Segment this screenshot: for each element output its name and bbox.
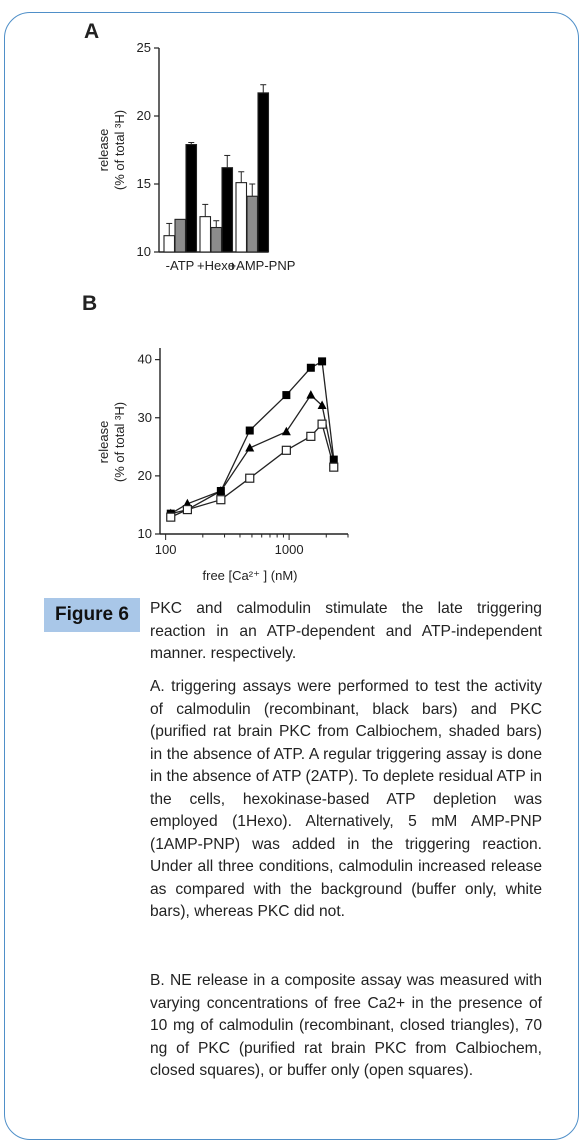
a-ytick-label: 15: [136, 176, 151, 191]
bar-white: [236, 183, 247, 252]
bar-black: [258, 93, 269, 252]
bar-shaded: [247, 196, 258, 252]
marker-closed-square: [282, 391, 290, 399]
ylabel-a-line1: release: [96, 128, 111, 172]
marker-open-square: [183, 506, 191, 514]
ylabel-b-line1: release: [96, 420, 111, 464]
bar-black: [186, 145, 197, 252]
ylabel-b-line2: (% of total ³H): [112, 401, 127, 483]
series-line-closed-triangle: [171, 395, 334, 514]
figure-label-badge: Figure 6: [44, 598, 140, 632]
xlabel-b: free [Ca²⁺ ] (nM): [202, 568, 298, 583]
bar-white: [200, 217, 211, 252]
marker-closed-triangle: [306, 390, 315, 399]
figure-caption-b: B. NE release in a composite assay was measured with varying concentrations of free Ca2+ in the presence of 10 mg of calmodulin (recombinant, closed triangles), 70 ng of PKC (purified rat brain PKC from Calbiochem, closed squares), or buffer only (open squares).: [150, 972, 542, 1079]
panel-label-b: B: [82, 292, 98, 315]
a-ytick-label: 25: [136, 40, 151, 55]
marker-open-square: [246, 474, 254, 482]
bar-black: [222, 168, 233, 252]
a-category-label: -ATP: [165, 258, 195, 273]
b-xtick-label: 100: [154, 542, 177, 557]
b-xtick-label: 1000: [274, 542, 304, 557]
figure-caption-title: PKC and calmodulin stimulate the late triggering reaction in an ATP-dependent and ATP-independent manner. respectively.: [150, 600, 542, 662]
chart-b: [0, 290, 585, 590]
bar-shaded: [211, 228, 222, 252]
marker-closed-square: [318, 357, 326, 365]
b-ytick-label: 40: [137, 351, 152, 367]
a-category-label: +AMP-PNP: [228, 258, 296, 273]
b-ytick-label: 10: [137, 526, 152, 541]
marker-open-square: [330, 463, 338, 471]
marker-open-square: [282, 446, 290, 454]
marker-open-square: [307, 432, 315, 440]
a-ytick-label: 10: [136, 244, 151, 259]
b-ytick-label: 30: [137, 409, 152, 425]
bar-shaded: [175, 219, 186, 252]
a-ytick-label: 20: [136, 108, 151, 123]
bar-white: [164, 236, 175, 252]
chart-a: [0, 0, 585, 300]
marker-open-square: [167, 513, 175, 521]
a-category-label: +Hexo: [197, 258, 235, 273]
panel-label-a: A: [84, 20, 100, 43]
figure-caption-a: A. triggering assays were performed to test the activity of calmodulin (recombinant, black bars) and PKC (purified rat brain PKC from Calbiochem, shaded bars) in the absence of ATP. A regular triggering assay is done in the absence of ATP (2ATP). To deplete residual ATP in the cells, hexokinase-based ATP depletion was employed (1Hexo). Alternatively, 5 mM AMP-PNP (1AMP-PNP) was added in the triggering reaction. Under all three conditions, calmodulin increased release as compared with the background (buffer only, white bars), whereas PKC did not.: [150, 678, 542, 920]
marker-closed-square: [246, 427, 254, 435]
marker-open-square: [217, 496, 225, 504]
marker-closed-square: [307, 364, 315, 372]
b-ytick-label: 20: [137, 467, 152, 483]
ylabel-a-line2: (% of total ³H): [112, 109, 127, 191]
marker-open-square: [318, 420, 326, 428]
